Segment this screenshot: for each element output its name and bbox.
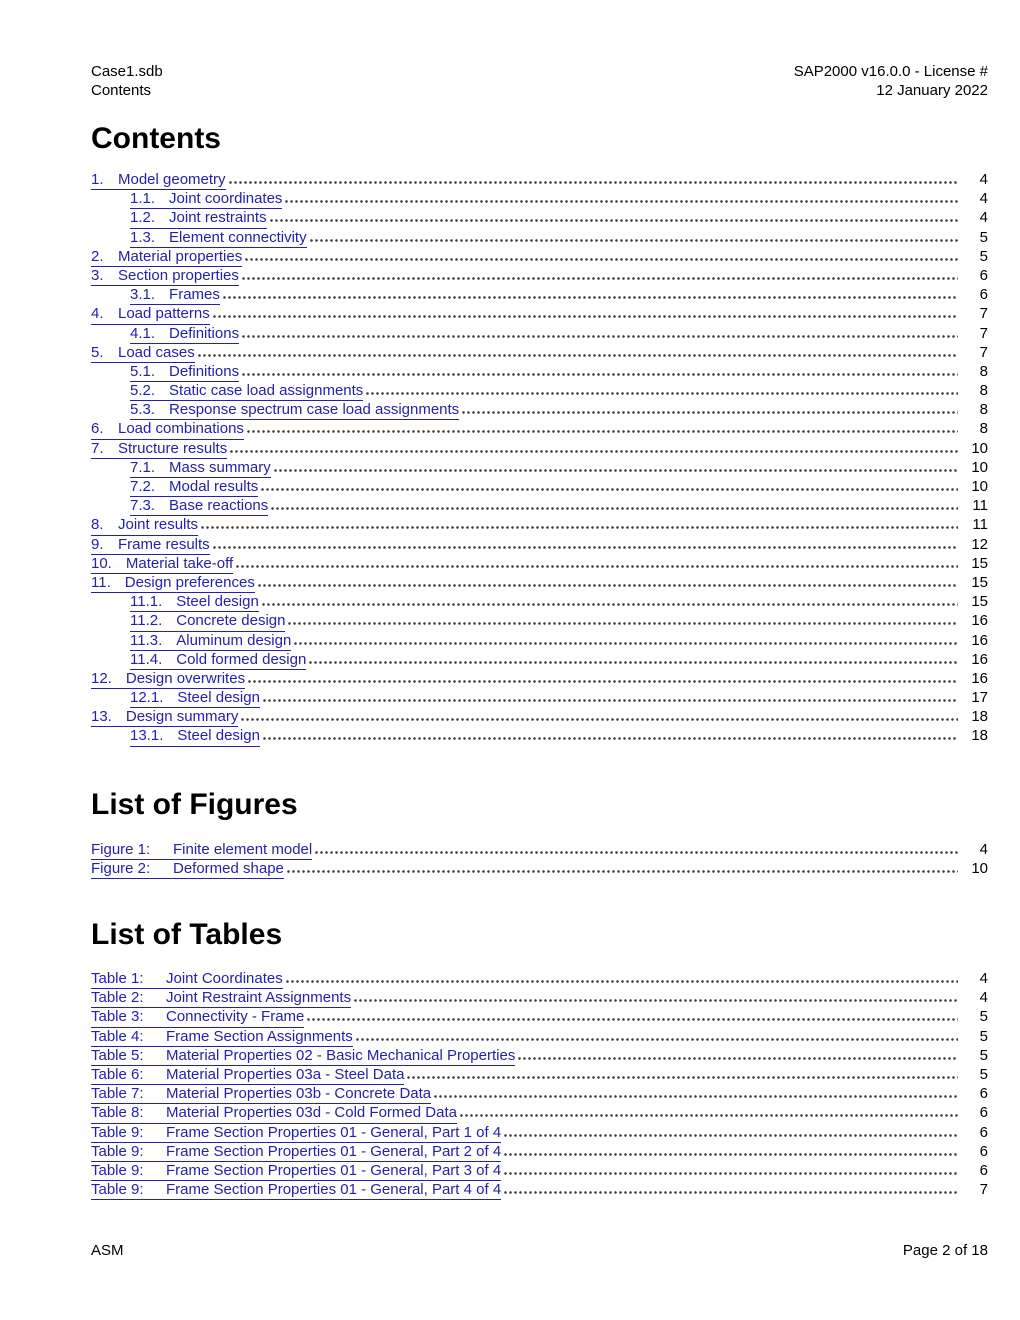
dotted-leader bbox=[504, 1191, 958, 1194]
toc-entry-label: Steel design bbox=[176, 593, 259, 611]
table-page-number: 6 bbox=[979, 1085, 988, 1103]
toc-row bbox=[91, 247, 988, 266]
toc-entry-link[interactable] bbox=[130, 592, 259, 612]
toc-row bbox=[91, 688, 988, 707]
table-page-number: 5 bbox=[979, 1027, 988, 1045]
toc-entry-link[interactable] bbox=[130, 400, 459, 420]
dotted-leader bbox=[518, 1057, 958, 1060]
toc-row bbox=[91, 573, 988, 592]
dotted-leader bbox=[271, 507, 958, 510]
toc-row bbox=[91, 419, 988, 438]
dotted-leader bbox=[504, 1134, 958, 1137]
dotted-leader bbox=[504, 1172, 958, 1175]
toc-entry-number: 1.2. bbox=[130, 209, 156, 227]
dotted-leader bbox=[258, 584, 958, 587]
toc-row bbox=[91, 208, 988, 227]
table-row bbox=[91, 1161, 988, 1180]
header-section: Contents bbox=[91, 82, 152, 99]
toc-entry-number: 3. bbox=[91, 266, 104, 284]
toc-page-number: 4 bbox=[979, 190, 988, 208]
toc-entry-link[interactable] bbox=[91, 266, 239, 286]
toc-page-number: 16 bbox=[971, 631, 988, 649]
table-entry-number: Table 7: bbox=[91, 1085, 144, 1103]
table-row bbox=[91, 1027, 988, 1046]
table-entry-link[interactable] bbox=[91, 1103, 457, 1123]
toc-page-number: 11 bbox=[972, 497, 988, 515]
toc-page-number: 16 bbox=[971, 612, 988, 630]
dotted-leader bbox=[263, 699, 958, 702]
table-entry-number: Table 4: bbox=[91, 1027, 144, 1045]
toc-entry-link[interactable] bbox=[91, 707, 238, 727]
toc-entry-label: Design preferences bbox=[124, 573, 255, 591]
toc-entry-label: Cold formed design bbox=[176, 650, 307, 668]
toc-page-number: 16 bbox=[971, 669, 988, 687]
toc-entry-label: Concrete design bbox=[176, 612, 286, 630]
toc-row bbox=[91, 304, 988, 323]
dotted-leader bbox=[229, 181, 958, 184]
dotted-leader bbox=[294, 642, 958, 645]
table-row bbox=[91, 1142, 988, 1161]
table-page-number: 5 bbox=[979, 1008, 988, 1026]
toc-entry-link[interactable] bbox=[91, 170, 226, 190]
toc-row bbox=[91, 726, 988, 745]
table-row bbox=[91, 988, 988, 1007]
toc-entry-number: 12. bbox=[91, 669, 112, 687]
toc-row bbox=[91, 554, 988, 573]
page-header-left bbox=[91, 62, 163, 100]
toc-entry-label: Model geometry bbox=[118, 171, 226, 188]
contents-title: Contents bbox=[91, 122, 221, 155]
dotted-leader bbox=[274, 469, 958, 472]
toc-entry-link[interactable] bbox=[130, 362, 239, 382]
toc-entry-number: 2. bbox=[91, 247, 104, 265]
toc-entry-number: 11.2. bbox=[130, 612, 163, 630]
toc-entry-label: Design overwrites bbox=[125, 669, 246, 687]
toc-entry-link[interactable] bbox=[130, 650, 306, 670]
table-entry-number: Table 9: bbox=[91, 1181, 144, 1199]
toc-row bbox=[91, 496, 988, 515]
toc-entry-link[interactable] bbox=[91, 535, 210, 555]
toc-page-number: 7 bbox=[979, 305, 988, 323]
dotted-leader bbox=[261, 488, 958, 491]
dotted-leader bbox=[242, 373, 958, 376]
toc-entry-number: 1. bbox=[91, 171, 104, 188]
toc-entry-link[interactable] bbox=[91, 669, 245, 689]
dotted-leader bbox=[287, 870, 958, 873]
dotted-leader bbox=[354, 999, 958, 1002]
dotted-leader bbox=[270, 219, 958, 222]
toc-row bbox=[91, 458, 988, 477]
toc-entry-link[interactable] bbox=[91, 304, 210, 324]
toc-entry-label: Steel design bbox=[177, 727, 260, 745]
table-row bbox=[91, 1065, 988, 1084]
toc-entry-label: Structure results bbox=[118, 439, 228, 457]
toc-page-number: 7 bbox=[979, 324, 988, 342]
toc-row bbox=[91, 343, 988, 362]
toc-entry-number: 7.2. bbox=[130, 478, 156, 495]
table-entry-label: Frame Section Properties 01 - General, Part 2 of 4 bbox=[166, 1142, 502, 1160]
page-footer bbox=[91, 1241, 988, 1260]
toc-entry-label: Load cases bbox=[118, 343, 195, 361]
toc-row bbox=[91, 592, 988, 611]
table-entry-number: Table 8: bbox=[91, 1104, 144, 1122]
toc-entry-number: 11.3. bbox=[130, 631, 163, 649]
toc-entry-link[interactable] bbox=[130, 458, 271, 478]
toc-entry-number: 5.2. bbox=[130, 382, 156, 400]
dotted-leader bbox=[366, 392, 958, 395]
toc-entry-number: 1.1. bbox=[130, 190, 156, 208]
toc-page-number: 18 bbox=[971, 708, 988, 726]
toc-entry-link[interactable] bbox=[130, 477, 258, 497]
table-row bbox=[91, 1046, 988, 1065]
toc-row bbox=[91, 285, 988, 304]
table-entry-number: Table 5: bbox=[91, 1046, 144, 1064]
toc-page-number: 16 bbox=[971, 650, 988, 668]
toc-page-number: 8 bbox=[979, 362, 988, 380]
header-app-version: SAP2000 v16.0.0 - License # bbox=[793, 63, 988, 80]
toc-page-number: 6 bbox=[979, 266, 988, 284]
figure-row bbox=[91, 840, 988, 859]
toc-entry-link[interactable] bbox=[91, 247, 242, 267]
toc-entry-link[interactable] bbox=[130, 189, 282, 209]
toc-entry-link[interactable] bbox=[91, 419, 244, 439]
toc-page-number: 7 bbox=[979, 343, 988, 361]
table-entry-link[interactable] bbox=[91, 988, 351, 1008]
dotted-leader bbox=[434, 1095, 958, 1098]
toc-entry-link[interactable] bbox=[130, 324, 239, 344]
toc-page-number: 15 bbox=[971, 554, 988, 572]
toc-entry-label: Joint results bbox=[118, 516, 199, 534]
table-page-number: 6 bbox=[979, 1104, 988, 1122]
toc-entry-label: Static case load assignments bbox=[169, 382, 364, 400]
table-page-number: 6 bbox=[979, 1142, 988, 1160]
toc-entry-number: 7.1. bbox=[130, 458, 156, 476]
toc-entry-number: 5. bbox=[91, 343, 104, 361]
toc-page-number: 17 bbox=[971, 689, 988, 707]
table-entry-label: Frame Section Properties 01 - General, Part 4 of 4 bbox=[166, 1181, 502, 1199]
dotted-leader bbox=[504, 1153, 958, 1156]
footer-page-indicator: Page 2 of 18 bbox=[902, 1242, 988, 1260]
toc-page-number: 8 bbox=[979, 401, 988, 419]
toc-entry-label: Definitions bbox=[169, 324, 240, 342]
dotted-leader bbox=[247, 430, 958, 433]
table-entry-label: Material Properties 03a - Steel Data bbox=[166, 1065, 405, 1083]
toc-page-number: 5 bbox=[979, 228, 988, 246]
dotted-leader bbox=[236, 565, 958, 568]
table-entry-number: Table 9: bbox=[91, 1142, 144, 1160]
dotted-leader bbox=[462, 411, 958, 414]
dotted-leader bbox=[309, 661, 958, 664]
toc-entry-number: 11.1. bbox=[130, 593, 163, 611]
toc-entry-number: 9. bbox=[91, 535, 104, 553]
toc-page-number: 8 bbox=[979, 382, 988, 400]
dotted-leader bbox=[310, 239, 958, 242]
table-entry-label: Material Properties 03d - Cold Formed Data bbox=[166, 1104, 457, 1122]
table-entry-number: Table 3: bbox=[91, 1008, 144, 1026]
figure-entry-link[interactable] bbox=[91, 859, 284, 879]
dotted-leader bbox=[242, 277, 958, 280]
toc-entry-number: 7.3. bbox=[130, 497, 156, 515]
table-entry-label: Joint Coordinates bbox=[166, 970, 283, 987]
table-entry-number: Table 1: bbox=[91, 970, 144, 987]
toc-entry-label: Element connectivity bbox=[169, 228, 307, 246]
table-entry-number: Table 2: bbox=[91, 989, 144, 1007]
dotted-leader bbox=[285, 200, 958, 203]
table-page-number: 6 bbox=[979, 1123, 988, 1141]
toc-entry-link[interactable] bbox=[130, 496, 268, 516]
toc-page-number: 5 bbox=[979, 247, 988, 265]
toc-entry-label: Frames bbox=[169, 286, 220, 304]
toc-entry-number: 4. bbox=[91, 305, 104, 323]
table-page-number: 5 bbox=[979, 1046, 988, 1064]
dotted-leader bbox=[198, 354, 958, 357]
dotted-leader bbox=[407, 1076, 958, 1079]
dotted-leader bbox=[262, 603, 958, 606]
toc-entry-label: Joint coordinates bbox=[169, 190, 283, 208]
toc-entry-label: Joint restraints bbox=[169, 209, 267, 227]
toc-entry-number: 7. bbox=[91, 439, 104, 457]
toc-page-number: 8 bbox=[979, 420, 988, 438]
table-row bbox=[91, 1103, 988, 1122]
table-entry-link[interactable] bbox=[91, 969, 283, 989]
dotted-leader bbox=[230, 450, 958, 453]
toc-row bbox=[91, 477, 988, 496]
figure-row bbox=[91, 859, 988, 878]
toc-row bbox=[91, 170, 988, 189]
figure-entry-link[interactable] bbox=[91, 840, 312, 860]
table-page-number: 6 bbox=[979, 1161, 988, 1179]
header-filename: Case1.sdb bbox=[91, 63, 163, 80]
dotted-leader bbox=[223, 296, 958, 299]
toc-entry-label: Frame results bbox=[118, 535, 210, 553]
toc-entry-link[interactable] bbox=[130, 381, 363, 401]
toc-row bbox=[91, 400, 988, 419]
toc-entry-label: Aluminum design bbox=[176, 631, 292, 649]
toc-entry-label: Material take-off bbox=[125, 554, 234, 572]
table-entry-number: Table 9: bbox=[91, 1161, 144, 1179]
table-entry-link[interactable] bbox=[91, 1123, 501, 1143]
figure-entry-number: Figure 2: bbox=[91, 859, 151, 877]
toc-entry-number: 13. bbox=[91, 708, 112, 726]
page-header bbox=[91, 62, 988, 100]
toc-entry-link[interactable] bbox=[91, 573, 255, 593]
dotted-leader bbox=[263, 737, 958, 740]
toc-entry-link[interactable] bbox=[91, 439, 227, 459]
tables-list bbox=[91, 969, 988, 1199]
toc-page-number: 6 bbox=[979, 286, 988, 304]
toc-entry-number: 12.1. bbox=[130, 689, 164, 707]
toc-row bbox=[91, 189, 988, 208]
dotted-leader bbox=[248, 680, 958, 683]
toc-page-number: 11 bbox=[972, 516, 988, 534]
table-entry-link[interactable] bbox=[91, 1007, 304, 1027]
toc-page-number: 4 bbox=[979, 209, 988, 227]
toc-row bbox=[91, 707, 988, 726]
toc-entry-number: 3.1. bbox=[130, 286, 156, 304]
toc-entry-label: Mass summary bbox=[169, 458, 271, 476]
tables-title: List of Tables bbox=[91, 918, 283, 951]
toc-page-number: 4 bbox=[979, 171, 988, 188]
figure-page-number: 10 bbox=[971, 859, 988, 877]
toc-row bbox=[91, 669, 988, 688]
toc-entry-link[interactable] bbox=[130, 688, 260, 708]
table-entry-link[interactable] bbox=[91, 1065, 404, 1085]
toc-entry-link[interactable] bbox=[130, 285, 220, 305]
toc-row bbox=[91, 439, 988, 458]
table-page-number: 4 bbox=[979, 989, 988, 1007]
toc-entry-number: 6. bbox=[91, 420, 104, 438]
figure-entry-label: Deformed shape bbox=[173, 859, 284, 877]
table-entry-link[interactable] bbox=[91, 1084, 431, 1104]
toc-entry-label: Section properties bbox=[118, 266, 239, 284]
table-page-number: 4 bbox=[979, 970, 988, 987]
dotted-leader bbox=[213, 546, 958, 549]
toc-row bbox=[91, 362, 988, 381]
toc-row bbox=[91, 650, 988, 669]
toc-row bbox=[91, 515, 988, 534]
toc-page-number: 18 bbox=[971, 727, 988, 745]
table-row bbox=[91, 969, 988, 988]
toc-entry-number: 5.3. bbox=[130, 401, 156, 419]
footer-author: ASM bbox=[91, 1242, 124, 1260]
table-entry-label: Frame Section Properties 01 - General, Part 3 of 4 bbox=[166, 1161, 502, 1179]
figure-entry-label: Finite element model bbox=[173, 840, 313, 858]
table-page-number: 5 bbox=[979, 1065, 988, 1083]
toc-entry-number: 8. bbox=[91, 516, 104, 534]
toc-entry-label: Material properties bbox=[118, 247, 243, 265]
table-entry-label: Frame Section Assignments bbox=[166, 1027, 353, 1045]
table-entry-link[interactable] bbox=[91, 1161, 501, 1181]
toc-entry-number: 10. bbox=[91, 554, 112, 572]
toc-entry-link[interactable] bbox=[130, 631, 291, 651]
table-row bbox=[91, 1123, 988, 1142]
toc-entry-number: 11. bbox=[91, 573, 111, 591]
toc-page-number: 15 bbox=[971, 593, 988, 611]
table-entry-label: Material Properties 02 - Basic Mechanical Properties bbox=[166, 1046, 516, 1064]
page-header-right bbox=[794, 62, 988, 100]
dotted-leader bbox=[288, 622, 958, 625]
table-entry-number: Table 9: bbox=[91, 1123, 144, 1141]
figures-list bbox=[91, 840, 988, 878]
toc-page-number: 10 bbox=[971, 478, 988, 495]
toc-row bbox=[91, 324, 988, 343]
dotted-leader bbox=[286, 980, 958, 983]
toc-entry-label: Design summary bbox=[125, 708, 239, 726]
toc-page-number: 12 bbox=[971, 535, 988, 553]
dotted-leader bbox=[307, 1018, 958, 1021]
toc-row bbox=[91, 535, 988, 554]
figures-title: List of Figures bbox=[91, 787, 298, 821]
table-entry-label: Joint Restraint Assignments bbox=[166, 989, 352, 1007]
table-entry-label: Connectivity - Frame bbox=[166, 1008, 305, 1026]
table-row bbox=[91, 1084, 988, 1103]
dotted-leader bbox=[315, 851, 958, 854]
toc-entry-link[interactable] bbox=[130, 208, 267, 228]
toc-entry-label: Response spectrum case load assignments bbox=[169, 401, 460, 419]
table-page-number: 7 bbox=[979, 1181, 988, 1199]
toc-entry-label: Definitions bbox=[169, 362, 240, 380]
toc-row bbox=[91, 228, 988, 247]
toc-row bbox=[91, 611, 988, 630]
toc-page-number: 10 bbox=[971, 439, 988, 457]
toc-entry-link[interactable] bbox=[130, 611, 285, 631]
toc-row bbox=[91, 631, 988, 650]
toc-entry-link[interactable] bbox=[91, 343, 195, 363]
header-date: 12 January 2022 bbox=[876, 82, 988, 99]
table-entry-link[interactable] bbox=[91, 1142, 501, 1162]
toc-entry-link[interactable] bbox=[130, 228, 307, 248]
toc-entry-link[interactable] bbox=[91, 554, 233, 574]
table-entry-label: Material Properties 03b - Concrete Data bbox=[166, 1085, 432, 1103]
table-entry-link[interactable] bbox=[91, 1180, 501, 1200]
toc-entry-number: 5.1. bbox=[130, 362, 156, 380]
toc-entry-number: 4.1. bbox=[130, 324, 156, 342]
table-entry-link[interactable] bbox=[91, 1027, 353, 1047]
table-entry-number: Table 6: bbox=[91, 1065, 144, 1083]
toc-row bbox=[91, 266, 988, 285]
toc-entry-link[interactable] bbox=[91, 515, 198, 535]
table-row bbox=[91, 1180, 988, 1199]
toc-page-number: 10 bbox=[971, 458, 988, 476]
table-row bbox=[91, 1007, 988, 1026]
dotted-leader bbox=[356, 1038, 958, 1041]
toc-entry-label: Load patterns bbox=[118, 305, 210, 323]
toc-entry-number: 13.1. bbox=[130, 727, 164, 745]
table-entry-link[interactable] bbox=[91, 1046, 515, 1066]
toc-row bbox=[91, 381, 988, 400]
figure-page-number: 4 bbox=[979, 840, 988, 858]
dotted-leader bbox=[242, 335, 958, 338]
toc-entry-number: 1.3. bbox=[130, 228, 156, 246]
toc-entry-link[interactable] bbox=[130, 726, 260, 746]
dotted-leader bbox=[245, 258, 958, 261]
contents-list bbox=[91, 170, 988, 746]
dotted-leader bbox=[213, 315, 958, 318]
toc-entry-number: 11.4. bbox=[130, 650, 163, 668]
toc-page-number: 15 bbox=[971, 573, 988, 591]
dotted-leader bbox=[201, 526, 958, 529]
figure-entry-number: Figure 1: bbox=[91, 840, 151, 858]
dotted-leader bbox=[241, 718, 958, 721]
toc-entry-label: Modal results bbox=[169, 478, 259, 495]
table-entry-label: Frame Section Properties 01 - General, Part 1 of 4 bbox=[166, 1123, 502, 1141]
dotted-leader bbox=[460, 1114, 958, 1117]
toc-entry-label: Load combinations bbox=[118, 420, 244, 438]
toc-entry-label: Base reactions bbox=[169, 497, 269, 515]
toc-entry-label: Steel design bbox=[177, 689, 260, 707]
